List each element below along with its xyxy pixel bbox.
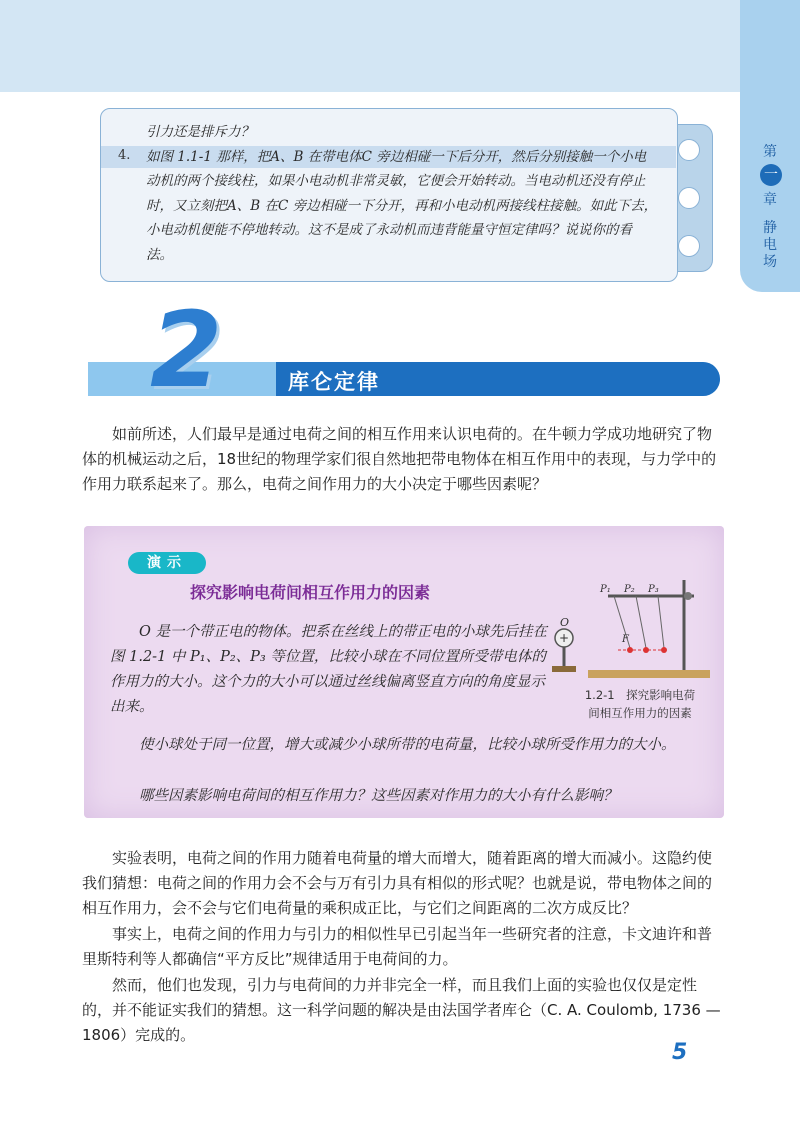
chapter-prefix: 第 <box>763 144 777 160</box>
thread-p2 <box>636 596 646 648</box>
exercise-question: 如图 1.1-1 那样，把A、B 在带电体C 旁边相碰一下后分开，然后分别接触一个小电动机的两个接线柱，如果小电动机非常灵敏，它便会开始转动。当电动机还没有停止时，又立刻把A、B 在C 旁边相碰一下分开，再和小电动机两接线柱接触。如此下去，小电动机便能不停地转动。这不是成了永动机而违背能量守恒定律吗？说说你的看法。 <box>146 148 658 263</box>
figure-caption <box>568 686 712 722</box>
header-band <box>0 0 740 92</box>
exercise-prev-line: 引力还是排斥力？ <box>146 124 254 140</box>
thread-p3 <box>658 596 664 648</box>
exercise-number: 4. <box>118 148 131 163</box>
label-f: F <box>622 634 629 645</box>
figure-caption-line-2: 间相互作用力的因素 <box>588 706 692 720</box>
binder-hole-icon <box>678 187 700 209</box>
label-o: O <box>560 616 570 629</box>
clamp-icon <box>684 592 692 600</box>
intro-paragraph: 如前所述，人们最早是通过电荷之间的相互作用来认识电荷的。在牛顿力学成功地研究了物体的机械运动之后，18世纪的物理学家们很自然地把带电物体在相互作用中的表现，与力学中的作用力联系起来了。那么，电荷之间作用力的大小决定于哪些因素呢？ <box>82 425 717 493</box>
chapter-number-badge: 一 <box>760 164 782 186</box>
body-paragraph-2: 事实上，电荷之间的作用力与引力的相似性早已引起当年一些研究者的注意，卡文迪许和普里斯特利等人都确信“平方反比”规律适用于电荷间的力。 <box>82 925 713 968</box>
chapter-title: 静电场 <box>763 220 777 270</box>
section-number: 2 <box>150 289 223 411</box>
demo-paragraph-1: O 是一个带正电的物体。把系在丝线上的带正电的小球先后挂在图 1.2-1 中 P₁、P₂、P₃ 等位置，比较小球在不同位置所受带电体的作用力的大小。这个力的大小可以通过丝线偏离竖直方向的角度显示出来。 <box>110 624 547 715</box>
demo-title: 探究影响电荷间相互作用力的因素 <box>190 583 431 602</box>
exercise-text <box>146 120 658 267</box>
label-p2: P₂ <box>624 584 635 595</box>
demo-paragraph-3: 哪些因素影响电荷间的相互作用力？这些因素对作用力的大小有什么影响？ <box>139 788 618 804</box>
binder-hole-icon <box>678 139 700 161</box>
section-title: 库仑定律 <box>288 370 380 394</box>
demo-label-badge: 演示 <box>128 552 206 574</box>
label-p3: P₃ <box>648 584 659 595</box>
body-paragraph-1: 实验表明，电荷之间的作用力随着电荷量的增大而增大，随着距离的增大而减小。这隐约使我们猜想：电荷之间的作用力会不会与万有引力具有相似的形式呢？也就是说，带电物体之间的相互作用力，会不会与它们电荷量的乘积成正比，与它们之间距离的二次方成反比？ <box>82 849 713 917</box>
label-p1: P₁ <box>600 584 611 595</box>
charged-body-base <box>552 666 576 672</box>
chapter-side-tab <box>740 0 800 292</box>
plus-sign-icon: + <box>558 631 570 645</box>
coulomb-apparatus-figure <box>538 574 718 682</box>
page-number: 5 <box>672 1040 688 1065</box>
figure-caption-line-1: 1.2-1 探究影响电荷 <box>584 688 696 702</box>
chapter-suffix: 章 <box>763 192 777 208</box>
binder-hole-icon <box>678 235 700 257</box>
apparatus-base <box>588 670 710 678</box>
body-paragraph-3: 然而，他们也发现，引力与电荷间的力并非完全一样，而且我们上面的实验也仅仅是定性的，并不能证实我们的猜想。这一科学问题的解决是由法国学者库仑（C. A. Coulomb, 1736 — 1806）完成的。 <box>82 976 721 1044</box>
demo-paragraph-2: 使小球处于同一位置，增大或减少小球所带的电荷量，比较小球所受作用力的大小。 <box>139 737 676 753</box>
